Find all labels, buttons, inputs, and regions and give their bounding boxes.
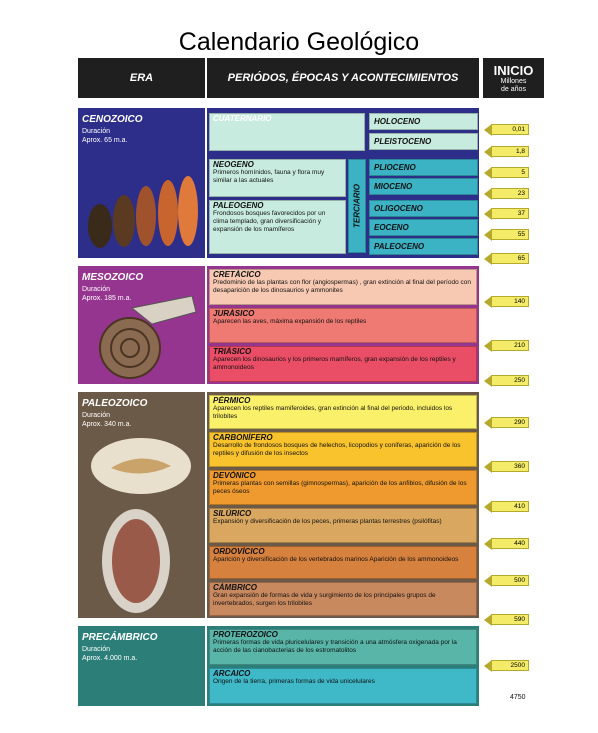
era-duration-label: Duración	[82, 128, 111, 135]
period-title: PROTEROZOICO	[213, 630, 278, 639]
fossil-skull-ammonite-illustration	[92, 290, 202, 382]
era-duration-label: Duración	[82, 286, 111, 293]
inicio-label: INICIO	[493, 62, 534, 78]
tick-label: 37	[491, 208, 529, 219]
period-permico	[209, 395, 477, 429]
tick-label: 360	[491, 461, 529, 472]
period-silurico	[209, 508, 477, 543]
period-ordovicico	[209, 546, 477, 579]
period-arcaico	[209, 668, 477, 704]
tick-label: 210	[491, 340, 529, 351]
period-description: Aparición y diversificación de los vertebrados marinos Aparición de los ammonoideos	[213, 556, 459, 563]
period-cretacico	[209, 269, 477, 305]
fossil-fish-trilobite-illustration	[86, 436, 201, 616]
period-jurasico	[209, 308, 477, 343]
terciario-label: TERCIARIO	[352, 184, 362, 228]
era-duration-value: Aprox. 4.000 m.a.	[82, 655, 138, 662]
epoch-plioceno: PLIOCENO	[369, 159, 478, 176]
era-name: PRECÁMBRICO	[82, 632, 158, 643]
era-mesozoico	[78, 266, 205, 384]
period-title: CARBONÍFERO	[213, 433, 273, 442]
era-name: PALEOZOICO	[82, 398, 148, 409]
tick-label: 500	[491, 575, 529, 586]
period-devonico	[209, 470, 477, 505]
tick-label: 440	[491, 538, 529, 549]
period-description: Frondosos bosques favorecidos por un clima templado, gran diversificación y expansión de los mamíferos	[213, 210, 326, 233]
period-title: CRETÁCICO	[213, 270, 261, 279]
period-description: Gran expansión de formas de vida y surgimiento de los principales grupos de invertebrados, surgen los trilobites	[213, 592, 436, 607]
epoch-paleoceno: PALEOCENO	[369, 238, 478, 255]
tick-label: 1,8	[491, 146, 529, 157]
inicio-column-header	[483, 58, 544, 98]
era-duration-value: Aprox. 65 m.a.	[82, 137, 128, 144]
geologic-calendar-table	[78, 58, 544, 706]
period-title: CÁMBRICO	[213, 583, 257, 592]
era-duration-label: Duración	[82, 412, 111, 419]
epoch-pleistoceno: PLEISTOCENO	[369, 133, 478, 150]
period-description: Aparecen los reptiles mamiferoides, gran extinción al final del periodo, incluidos los trilobites	[213, 405, 453, 420]
tick-label: 23	[491, 188, 529, 199]
period-cambrico	[209, 582, 477, 616]
period-title: PALEOGENO	[213, 201, 264, 210]
tick-label: 140	[491, 296, 529, 307]
period-carbonifero	[209, 432, 477, 467]
periods-column-header: PERIÓDOS, ÉPOCAS Y ACONTECIMIENTOS	[207, 58, 479, 98]
period-title: ORDOVÍCICO	[213, 547, 265, 556]
period-description: Predominio de las plantas con flor (angiospermas) , gran extinción al final del período con desaparición de los dinosaurios y ammonites	[213, 279, 471, 294]
epoch-oligoceno: OLIGOCENO	[369, 200, 478, 217]
period-description: Aparecen los dinosaurios y los primeros mamíferos, gran expansión de los reptiles y ammonoideos	[213, 356, 456, 371]
era-duration-value: Aprox. 185 m.a.	[82, 295, 132, 302]
period-cuaternario	[209, 113, 365, 151]
epoch-holoceno: HOLOCENO	[369, 113, 478, 130]
period-title: TRIÁSICO	[213, 347, 252, 356]
tick-label: 55	[491, 229, 529, 240]
epoch-eoceno: EOCENO	[369, 219, 478, 236]
tick-label: 65	[491, 253, 529, 264]
epoch-mioceno: MIOCENO	[369, 178, 478, 195]
human-evolution-illustration	[82, 166, 202, 256]
tick-label: 410	[491, 501, 529, 512]
period-description: Expansión y diversificación de los peces, primeras plantas terrestres (psilófitas)	[213, 518, 442, 525]
era-precambrico	[78, 626, 205, 706]
period-title: CUATERNARIO	[213, 114, 272, 123]
page-number: 4750	[510, 694, 526, 701]
period-paleogeno	[209, 200, 346, 254]
inicio-ticks	[483, 108, 544, 708]
era-duration-value: Aprox. 340 m.a.	[82, 421, 132, 428]
era-duration-label: Duración	[82, 646, 111, 653]
tick-label: 2500	[491, 660, 529, 671]
period-description: Desarrollo de frondosos bosques de helechos, licopodios y coníferas, aparición de los reptiles y difusión de los insectos	[213, 442, 461, 457]
period-description: Origen de la tierra, primeras formas de vida unicelulares	[213, 678, 375, 685]
period-title: PÉRMICO	[213, 396, 251, 405]
tick-label: 590	[491, 614, 529, 625]
era-cenozoico	[78, 108, 205, 258]
era-column-header: ERA	[78, 58, 205, 98]
tick-label: 250	[491, 375, 529, 386]
period-proterozoico	[209, 629, 477, 665]
period-triasico	[209, 346, 477, 382]
period-title: SILÚRICO	[213, 509, 252, 518]
period-description: Primeros homínidos, fauna y flora muy similar a las actuales	[213, 169, 325, 184]
tick-label: 290	[491, 417, 529, 428]
period-title: NEOGENO	[213, 160, 254, 169]
terciario-label-box	[348, 159, 366, 253]
tick-label: 5	[491, 167, 529, 178]
period-title: JURÁSICO	[213, 309, 255, 318]
page-title: Calendario Geológico	[178, 28, 420, 56]
era-name: MESOZOICO	[82, 272, 144, 283]
period-title: DEVÓNICO	[213, 471, 256, 480]
inicio-sub-1: Millones	[500, 77, 527, 85]
period-description: Primeras plantas con semillas (gimnospermas), aparición de los anfibios, difusión de los peces óseos	[213, 480, 467, 495]
era-name: CENOZOICO	[82, 114, 143, 125]
era-paleozoico	[78, 392, 205, 618]
period-description: Primeras formas de vida pluricelulares y transición a una atmósfera oxigenada por la acción de las cianobacterias de los estromatolitos	[213, 639, 457, 654]
period-title: ARCAICO	[213, 669, 251, 678]
period-description: Aparecen las aves, máxima expansión de los reptiles	[213, 318, 367, 325]
inicio-sub-2: de años	[501, 85, 526, 93]
period-neogeno	[209, 159, 346, 197]
tick-label: 0,01	[491, 124, 529, 135]
